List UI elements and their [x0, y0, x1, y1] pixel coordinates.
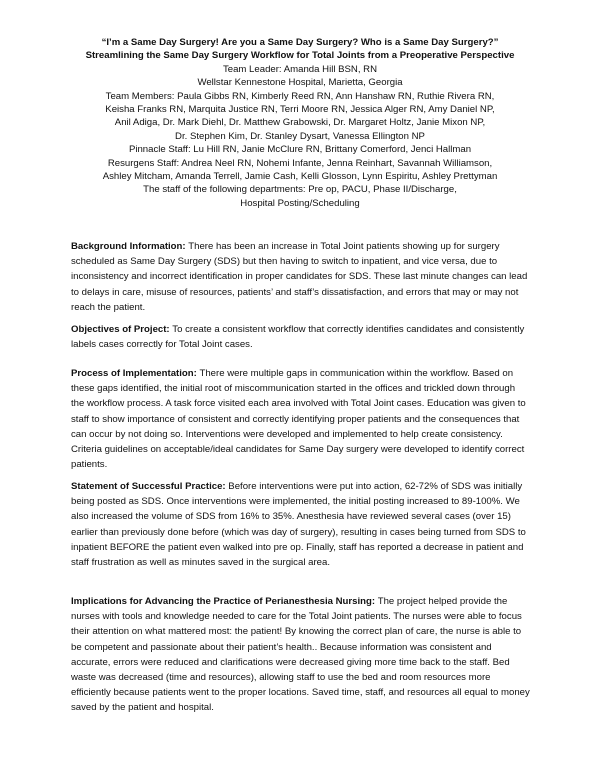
section-body: The project helped provide the nurses with tools and knowledge needed to care for the Total Joint patients. The nurses were able to focus their attention on what mattered most: the patient! By knowing the correct plan of care, the nurse is able to be competent and passionate about their patient’s health.. Because information was consistent and accurate, errors were reduced and clarifications were decreased giving more time back to the staff. Bed waste was decreased (time and resources), allowing staff to use the bed and room resources more efficiently because patients went to the proper locations. Saved time, staff, and resources all equal to money saved by the patient and hospital.	[71, 596, 530, 714]
section-heading: Background Information:	[71, 241, 189, 252]
document-header	[60, 36, 540, 210]
section-heading: Statement of Successful Practice:	[71, 481, 229, 492]
resurgens-staff-line: Ashley Mitcham, Amanda Terrell, Jamie Cash, Kelli Glosson, Lynn Espiritu, Ashley Prettyman	[102, 171, 498, 183]
section-body: Before interventions were put into action, 62-72% of SDS was initially being posted as SDS. Once interventions were implemented, the initial posting increased to 89-100%. We also increased the volume of SDS from 16% to 35%. Anesthesia have reviewed several cases (over 15) earlier than previously done before (which was day of surgery), resulting in cases being turned from SDS to inpatient BEFORE the patient even walked into pre op. Finally, staff has reported a decrease in patient and staff frustration as well as minutes saved in the surgical area.	[71, 481, 526, 569]
team-leader: Team Leader: Amanda Hill BSN, RN	[222, 63, 378, 75]
departments-line: Hospital Posting/Scheduling	[240, 197, 360, 209]
team-members-line: Anil Adiga, Dr. Mark Diehl, Dr. Matthew Grabowski, Dr. Margaret Holtz, Janie Mixon NP,	[114, 117, 486, 129]
team-members-line: Keisha Franks RN, Marquita Justice RN, Terri Moore RN, Jessica Alger RN, Amy Daniel NP,	[105, 104, 495, 116]
section-heading: Implications for Advancing the Practice of Perianesthesia Nursing:	[71, 596, 378, 607]
section-heading: Process of Implementation:	[71, 368, 200, 379]
pinnacle-staff: Pinnacle Staff: Lu Hill RN, Janie McClure RN, Brittany Comerford, Jenci Hallman	[128, 144, 472, 156]
team-members-line: Team Members: Paula Gibbs RN, Kimberly Reed RN, Ann Hanshaw RN, Ruthie Rivera RN,	[105, 90, 495, 102]
implications-section	[71, 594, 531, 716]
departments-line: The staff of the following departments: Pre op, PACU, Phase II/Discharge,	[143, 184, 457, 196]
title-line-2: Streamlining the Same Day Surgery Workflow for Total Joints from a Preoperative Perspective	[85, 50, 515, 62]
section-body: There has been an increase in Total Joint patients showing up for surgery scheduled as Same Day Surgery (SDS) but then having to switch to inpatient, and vice versa, due to inconsistency and incorrect identification in proper candidates for SDS. These last minute changes can lead to delays in care, misuse of resources, patients’ and staff’s dissatisfaction, and errors that may or may not reach the patient.	[71, 241, 528, 313]
objectives-section	[71, 322, 531, 352]
resurgens-staff-line: Resurgens Staff: Andrea Neel RN, Nohemi Infante, Jenna Reinhart, Savannah Williamson,	[107, 157, 493, 169]
successful-practice-section	[71, 479, 531, 570]
background-section	[71, 239, 531, 315]
section-body: To create a consistent workflow that correctly identifies candidates and consistently labels cases correctly for Total Joint cases.	[71, 324, 525, 351]
section-body: There were multiple gaps in communication within the workflow. Based on these gaps identified, the initial root of miscommunication started in the offices and trickled down through the workflow process. A task force visited each area involved with Total Joint cases. Education was given to staff to show importance of consistent and correctly identifying proper patients and the consequences that can occur by not doing so. Interventions were developed and implemented to help create consistency. Criteria guidelines on acceptable/ideal candidates for Same Day surgery were developed to identify correct patients.	[71, 368, 526, 471]
implementation-section	[71, 366, 531, 472]
hospital-name: Wellstar Kennestone Hospital, Marietta, Georgia	[197, 77, 403, 89]
title-line-1: “I’m a Same Day Surgery! Are you a Same Day Surgery? Who is a Same Day Surgery?”	[101, 37, 499, 48]
section-heading: Objectives of Project:	[71, 324, 173, 335]
team-members-line: Dr. Stephen Kim, Dr. Stanley Dysart, Vanessa Ellington NP	[175, 130, 425, 142]
